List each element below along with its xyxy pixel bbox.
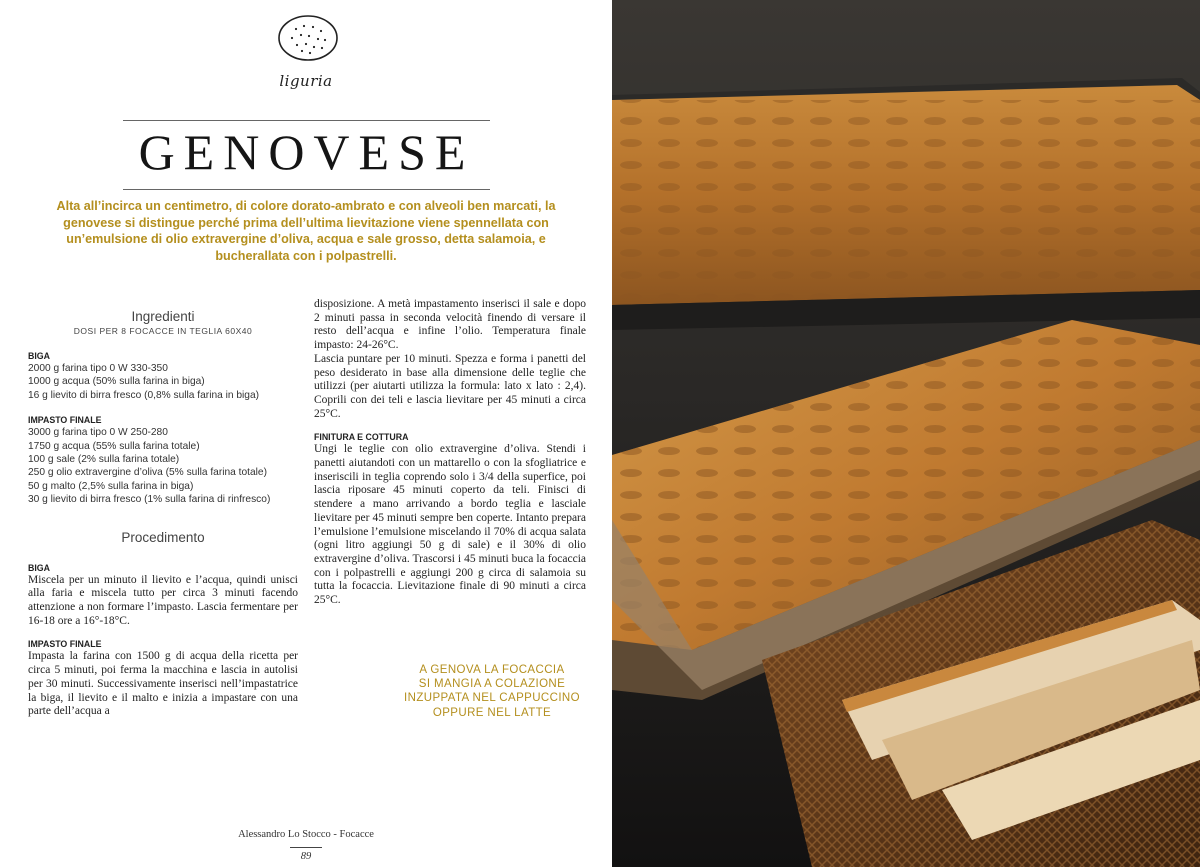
page-number: 89 bbox=[300, 851, 312, 862]
right-column bbox=[314, 298, 586, 618]
ingredient-item: 16 g lievito di birra fresco (0,8% sulla farina in biga) bbox=[28, 389, 260, 401]
ingredient-item: 1000 g acqua (50% sulla farina in biga) bbox=[28, 376, 205, 388]
procedure-step-text: Miscela per un minuto il lievito e l’acqua, quindi unisci alla faria e miscela tutto per circa 3 minuti facendo attenzione a non formare l’impasto. Lascia fermentare per 16-18 ore a 16°-18°C. bbox=[28, 573, 298, 627]
procedure-title: Procedimento bbox=[121, 529, 205, 545]
ingredient-item: 250 g olio extravergine d’oliva (5% sulla farina totale) bbox=[28, 467, 267, 479]
ingredient-group-heading: IMPASTO FINALE bbox=[28, 415, 102, 426]
ingredient-item: 2000 g farina tipo 0 W 330-350 bbox=[28, 363, 168, 374]
ingredient-item: 1750 g acqua (55% sulla farina totale) bbox=[28, 440, 200, 452]
footer-rule bbox=[290, 847, 322, 848]
pull-quote-line: INZUPPATA NEL CAPPUCCINO bbox=[404, 692, 580, 705]
region-label: liguria bbox=[279, 72, 333, 90]
procedure-continuation: disposizione. A metà impastamento inserisci il sale e dopo 2 minuti passa in seconda velocità finendo di versare il resto dell’acqua e infine l’olio. Temperatura finale impasto: 24-26°C. bbox=[314, 298, 586, 352]
pull-quote-line: SI MANGIA A COLAZIONE bbox=[418, 678, 566, 691]
procedure-step-heading: BIGA bbox=[28, 562, 50, 573]
pull-quote-line: A GENOVA LA FOCACCIA bbox=[419, 664, 565, 676]
ingredients-title: Ingredienti bbox=[131, 309, 195, 324]
finishing-heading: FINITURA E COTTURA bbox=[314, 432, 409, 443]
finishing-text: Ungi le teglie con olio extravergine d’oliva. Stendi i panetti aiutandoti con un mattarello o con la sfogliatrice e inseriscili in teglia coprendo solo i 3/4 della superfice, poi lascia riposare 45 minuti coperto da teli. Finisci di stendere a mano arrivando a bordo teglia e lasciale lievitare per 45 minuti sempre ben coperte. Intanto prepara l’emulsione l’emulsione miscelando il 70% di acqua salata (ogni litro aggiungi 50 g di sale) e il 30% di olio extravergine d’oliva. Trascorsi i 45 minuti buca la focaccia con i polpastrelli e aggiungi 200 g circa di salamoia su tutta la focaccia. Lievitazione finale di 90 minuti a circa 25°C. bbox=[314, 443, 586, 607]
page-title: GENOVESE bbox=[138, 124, 475, 180]
ingredient-item: 30 g lievito di birra fresco (1% sulla farina di rinfresco) bbox=[28, 494, 271, 506]
intro-paragraph: Alta all’incirca un centimetro, di colore dorato-ambrato e con alveoli ben marcati, la genovese si distingue perché prima dell’ultima lievitazione viene spennellata con un’emulsione di olio extravergine d’oliva, acqua e sale grosso, detta salamoia, e bucherallata con i polpastrelli. bbox=[56, 199, 556, 263]
footer-author: Alessandro Lo Stocco - Focacce bbox=[238, 829, 374, 840]
procedure-step-text: Impasta la farina con 1500 g di acqua della ricetta per circa 5 minuti, poi ferma la macchina e lascia in autolisi per 30 minuti. Successivamente inserisci nell’impastatrice la biga, il lievito e il malto e inizia a impastare con una parte dell’acqua a bbox=[28, 650, 298, 718]
procedure-step-heading: IMPASTO FINALE bbox=[28, 639, 102, 650]
ingredient-item: 50 g malto (2,5% sulla farina in biga) bbox=[28, 480, 194, 492]
ingredient-item: 3000 g farina tipo 0 W 250-280 bbox=[28, 427, 168, 439]
ingredient-list bbox=[28, 426, 298, 506]
ingredient-list bbox=[28, 362, 298, 402]
ingredients-subtitle: DOSI PER 8 FOCACCE IN TEGLIA 60X40 bbox=[73, 326, 253, 336]
title-top-rule bbox=[123, 120, 490, 121]
left-column bbox=[28, 308, 298, 729]
ingredient-item: 100 g sale (2% sulla farina totale) bbox=[28, 454, 180, 466]
pull-quote bbox=[392, 663, 592, 720]
right-page bbox=[612, 0, 1200, 867]
procedure-continuation: Lascia puntare per 10 minuti. Spezza e forma i panetti del peso desiderato in base alla dimensione delle teglie che utilizzi (per aiutarti utilizza la formula: lato x lato : 2,4). Coprili con dei teli e lascia lievitare per 45 minuti a circa 25°C. bbox=[314, 352, 586, 420]
pull-quote-line: OPPURE NEL LATTE bbox=[432, 706, 552, 719]
focaccia-emblem-icon bbox=[276, 12, 340, 64]
ingredient-group-heading: BIGA bbox=[28, 351, 50, 361]
focaccia-photo-icon bbox=[612, 0, 1200, 867]
title-bottom-rule bbox=[123, 189, 490, 190]
